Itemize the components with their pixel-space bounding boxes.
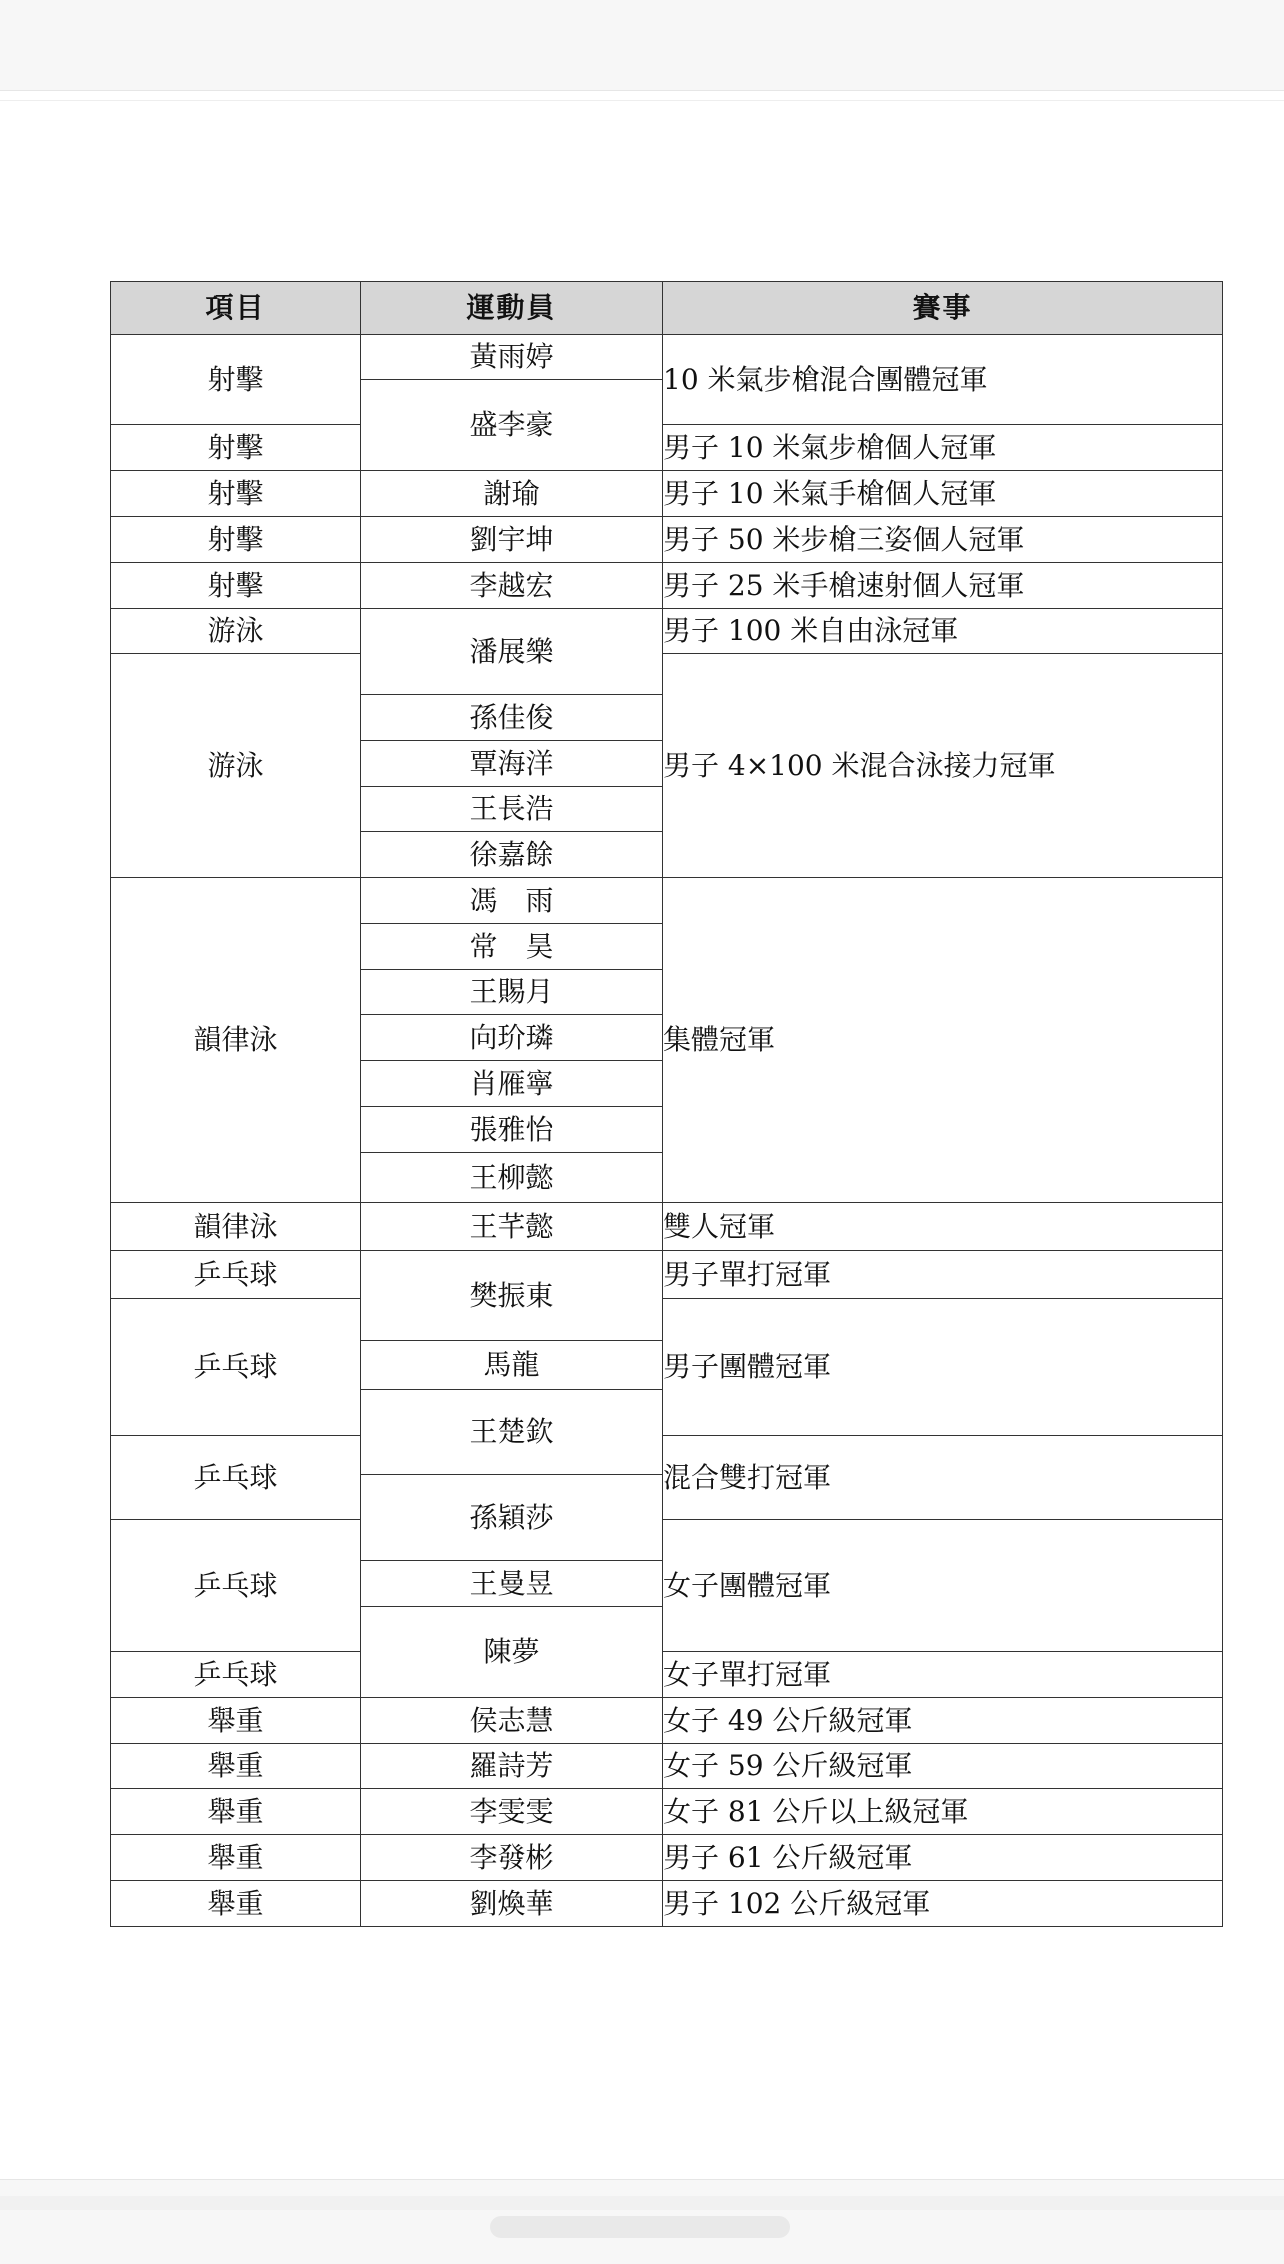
event-cell: 女子團體冠軍 xyxy=(663,1520,1223,1652)
sport-cell: 韻律泳 xyxy=(111,878,361,1203)
athlete-cell: 李雯雯 xyxy=(361,1789,663,1835)
table-row xyxy=(111,1789,1223,1835)
athlete-cell: 覃海洋 xyxy=(361,741,663,787)
bottom-band xyxy=(0,2196,1284,2210)
sport-cell: 射擊 xyxy=(111,563,361,609)
table-row xyxy=(111,1436,1223,1475)
athlete-cell: 劉煥華 xyxy=(361,1881,663,1927)
table-row xyxy=(111,1835,1223,1881)
athlete-cell: 馮 雨 xyxy=(361,878,663,924)
table-row xyxy=(111,563,1223,609)
table-row xyxy=(111,1698,1223,1744)
event-cell: 女子 49 公斤級冠軍 xyxy=(663,1698,1223,1744)
event-cell: 男子 10 米氣手槍個人冠軍 xyxy=(663,471,1223,517)
sport-cell: 韻律泳 xyxy=(111,1203,361,1251)
header-event: 賽事 xyxy=(663,282,1223,335)
event-cell: 男子 102 公斤級冠軍 xyxy=(663,1881,1223,1927)
table-row xyxy=(111,335,1223,380)
table-row xyxy=(111,654,1223,695)
athlete-cell: 侯志慧 xyxy=(361,1698,663,1744)
medal-table xyxy=(110,281,1223,1927)
table-row xyxy=(111,1520,1223,1561)
table-header-row xyxy=(111,282,1223,335)
event-cell: 雙人冠軍 xyxy=(663,1203,1223,1251)
table-row xyxy=(111,1652,1223,1698)
sport-cell: 舉重 xyxy=(111,1789,361,1835)
athlete-cell: 常 昊 xyxy=(361,924,663,970)
table-row xyxy=(111,609,1223,654)
sport-cell: 乒乓球 xyxy=(111,1299,361,1436)
sport-cell: 舉重 xyxy=(111,1744,361,1789)
event-cell: 男子 50 米步槍三姿個人冠軍 xyxy=(663,517,1223,563)
sport-cell: 舉重 xyxy=(111,1835,361,1881)
athlete-cell: 王曼昱 xyxy=(361,1561,663,1607)
athlete-cell: 王芊懿 xyxy=(361,1203,663,1251)
athlete-cell: 孫穎莎 xyxy=(361,1475,663,1561)
event-cell: 集體冠軍 xyxy=(663,878,1223,1203)
table-row xyxy=(111,1251,1223,1299)
sport-cell: 射擊 xyxy=(111,517,361,563)
sport-cell: 射擊 xyxy=(111,425,361,471)
event-cell: 男子 25 米手槍速射個人冠軍 xyxy=(663,563,1223,609)
table-row xyxy=(111,1744,1223,1789)
sport-cell: 乒乓球 xyxy=(111,1251,361,1299)
table-row xyxy=(111,878,1223,924)
table-row xyxy=(111,1881,1223,1927)
athlete-cell: 向玠璘 xyxy=(361,1015,663,1061)
table-row xyxy=(111,425,1223,471)
table-row xyxy=(111,471,1223,517)
athlete-cell: 黃雨婷 xyxy=(361,335,663,380)
athlete-cell: 徐嘉餘 xyxy=(361,832,663,878)
athlete-cell: 陳夢 xyxy=(361,1607,663,1698)
header-sport: 項目 xyxy=(111,282,361,335)
event-cell: 10 米氣步槍混合團體冠軍 xyxy=(663,335,1223,425)
event-cell: 女子 59 公斤級冠軍 xyxy=(663,1744,1223,1789)
athlete-cell: 劉宇坤 xyxy=(361,517,663,563)
athlete-cell: 樊振東 xyxy=(361,1251,663,1341)
scroll-thumb[interactable] xyxy=(490,2216,790,2238)
event-cell: 男子團體冠軍 xyxy=(663,1299,1223,1436)
event-cell: 男子 4×100 米混合泳接力冠軍 xyxy=(663,654,1223,878)
event-cell: 女子 81 公斤以上級冠軍 xyxy=(663,1789,1223,1835)
athlete-cell: 馬龍 xyxy=(361,1341,663,1390)
event-cell: 女子單打冠軍 xyxy=(663,1652,1223,1698)
event-cell: 男子單打冠軍 xyxy=(663,1251,1223,1299)
athlete-cell: 李越宏 xyxy=(361,563,663,609)
sport-cell: 射擊 xyxy=(111,471,361,517)
sport-cell: 游泳 xyxy=(111,609,361,654)
table-row xyxy=(111,517,1223,563)
athlete-cell: 潘展樂 xyxy=(361,609,663,695)
sport-cell: 乒乓球 xyxy=(111,1520,361,1652)
athlete-cell: 盛李豪 xyxy=(361,380,663,471)
athlete-cell: 肖雁寧 xyxy=(361,1061,663,1107)
bottom-toolbar xyxy=(0,2179,1284,2264)
top-toolbar xyxy=(0,0,1284,91)
table-row xyxy=(111,1299,1223,1341)
athlete-cell: 謝瑜 xyxy=(361,471,663,517)
athlete-cell: 孫佳俊 xyxy=(361,695,663,741)
header-athlete: 運動員 xyxy=(361,282,663,335)
athlete-cell: 羅詩芳 xyxy=(361,1744,663,1789)
event-cell: 男子 10 米氣步槍個人冠軍 xyxy=(663,425,1223,471)
athlete-cell: 王柳懿 xyxy=(361,1153,663,1203)
sport-cell: 乒乓球 xyxy=(111,1652,361,1698)
sport-cell: 舉重 xyxy=(111,1881,361,1927)
sport-cell: 游泳 xyxy=(111,654,361,878)
athlete-cell: 王楚欽 xyxy=(361,1390,663,1475)
event-cell: 男子 100 米自由泳冠軍 xyxy=(663,609,1223,654)
table-row xyxy=(111,1203,1223,1251)
athlete-cell: 王長浩 xyxy=(361,787,663,832)
athlete-cell: 王賜月 xyxy=(361,970,663,1015)
athlete-cell: 張雅怡 xyxy=(361,1107,663,1153)
event-cell: 男子 61 公斤級冠軍 xyxy=(663,1835,1223,1881)
athlete-cell: 李發彬 xyxy=(361,1835,663,1881)
sport-cell: 舉重 xyxy=(111,1698,361,1744)
sport-cell: 乒乓球 xyxy=(111,1436,361,1520)
sport-cell: 射擊 xyxy=(111,335,361,425)
event-cell: 混合雙打冠軍 xyxy=(663,1436,1223,1520)
